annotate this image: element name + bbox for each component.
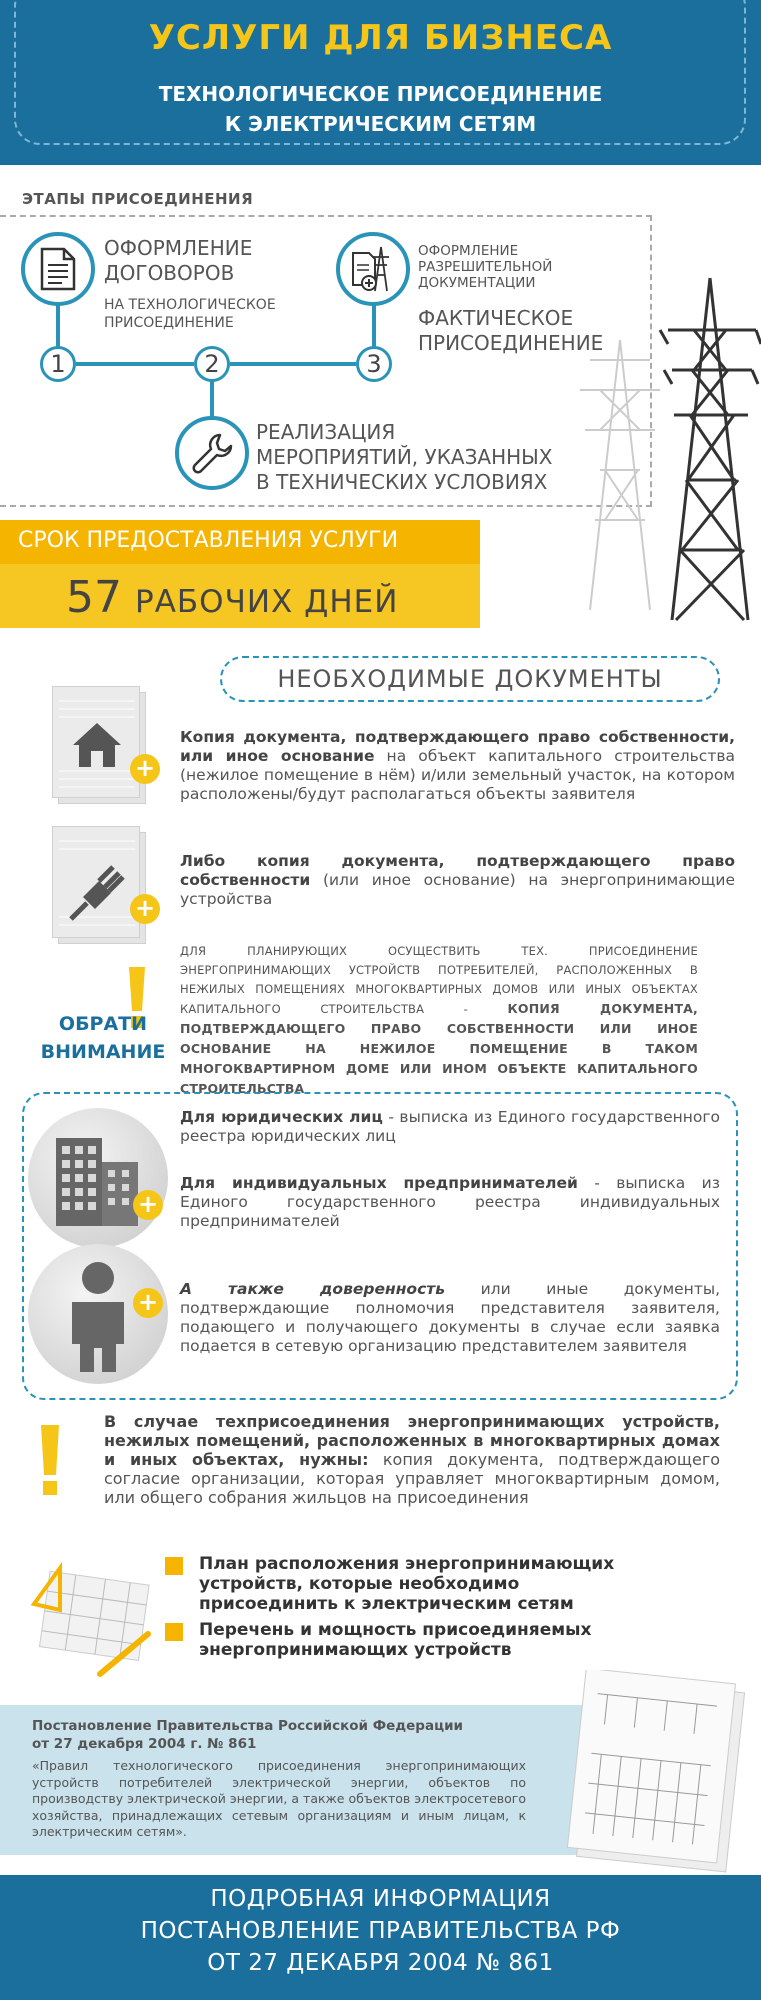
page-subtitle-line1: ТЕХНОЛОГИЧЕСКОЕ ПРИСОЕДИНЕНИЕ	[158, 82, 603, 106]
doc2-icon	[52, 826, 156, 946]
stage2-title-line3: В ТЕХНИЧЕСКИХ УСЛОВИЯХ	[256, 470, 548, 494]
bullet-square	[165, 1557, 183, 1575]
legal-entity-text	[180, 1108, 720, 1146]
page-subtitle-line2: К ЭЛЕКТРИЧЕСКИМ СЕТЯМ	[224, 112, 537, 136]
plus-icon: +	[130, 754, 160, 784]
stage3-title-line1: ФАКТИЧЕСКОЕ	[418, 306, 574, 330]
stage1-title	[104, 236, 252, 286]
stage-connector-3	[372, 300, 376, 348]
plan-item	[165, 1620, 625, 1660]
doc1-icon	[52, 686, 156, 806]
proxy-text	[180, 1280, 720, 1356]
attention-note-bold: КОПИЯ ДОКУМЕНТА, ПОДТВЕРЖДАЮЩЕГО ПРАВО СОБСТВЕННОСТИ ИЛИ ИНОЕ ОСНОВАНИЕ НА НЕЖИЛОЕ ПОМЕЩЕНИЕ В ТАКОМ МНОГОКВАРТИРНОМ ДОМЕ ИЛИ ИНОМ ОБЪЕКТЕ КАПИТАЛЬНОГО СТРОИТЕЛЬСТВА	[180, 1001, 698, 1096]
doc1-rest: на объект капитального строительства (нежилое помещение в нём) и/или земельный участок, на котором расположены/будут располагаться объекты заявителя	[180, 747, 735, 803]
law-text: «Правил технологического присоединения энергопринимающих устройств потребителей электрической энергии, объектов по производству электрической энергии, а также объектов электросетевого хозяйства, принадлежащих сетевым организациям и иным лицам, к электрическим сетям».	[32, 1758, 526, 1839]
sheet-front	[52, 686, 140, 798]
exclamation-icon	[40, 1425, 60, 1495]
doc2-bold: Либо копия документа, подтверждающего право собственности	[180, 852, 735, 889]
power-tower-document-icon	[351, 245, 395, 293]
footer-line1: ПОДРОБНАЯ ИНФОРМАЦИЯ	[210, 1886, 551, 1912]
plus-icon: +	[133, 1190, 163, 1220]
stage-connector-2-3	[230, 362, 356, 366]
power-tower-illustration	[560, 270, 761, 630]
stage2-title-line1: РЕАЛИЗАЦИЯ	[256, 420, 396, 444]
documents-heading: НЕОБХОДИМЫЕ ДОКУМЕНТЫ	[220, 656, 720, 702]
schematic-document-icon	[560, 1670, 750, 1875]
stage1-subtitle	[104, 296, 276, 332]
stage3-subtitle	[418, 243, 552, 291]
stage1-title-line1: ОФОРМЛЕНИЕ	[104, 236, 253, 260]
plan-item	[165, 1554, 625, 1614]
apartment-note-bold: В случае техприсоединения энергопринимающих устройств, нежилых помещений, расположенных в многоквартирных домах и иных объектах, нужны:	[104, 1412, 720, 1469]
attention-note	[180, 942, 698, 1099]
proxy-bold: А также доверенность	[180, 1280, 446, 1298]
document-icon	[40, 247, 76, 291]
deadline-unit: РАБОЧИХ ДНЕЙ	[135, 584, 399, 620]
plan-item-label: План расположения энергопринимающих устройств, которые необходимо присоединить к электрическим сетям	[199, 1554, 615, 1614]
stage2-title-line2: МЕРОПРИЯТИЙ, УКАЗАННЫХ	[256, 445, 553, 469]
proxy-rest: или иные документы, подтверждающие полномочия представителя заявителя, подающего и получающего документы в случае если заявка подается в сетевую организацию представителем заявителя	[180, 1280, 721, 1355]
sheet-front	[52, 826, 140, 938]
doc2-rest: (или иное основание) на энергопринимающие устройства	[180, 871, 735, 908]
stage-connector-2	[210, 380, 214, 420]
doc1-bold: Копия документа, подтверждающего право собственности, или иное основание	[180, 728, 735, 765]
stage2-icon-circle	[175, 416, 249, 490]
stage3-number: 3	[356, 346, 392, 382]
stage1-sub-line2: ПРИСОЕДИНЕНИЕ	[104, 315, 234, 331]
deadline-value-bar	[0, 564, 480, 628]
footer-banner	[0, 1875, 761, 2000]
footer-line3: ОТ 27 ДЕКАБРЯ 2004 № 861	[207, 1950, 554, 1976]
house-icon	[53, 687, 141, 799]
law-title-line2: от 27 декабря 2004 г. № 861	[32, 1736, 257, 1752]
attention-line2: ВНИМАНИЕ	[40, 1041, 166, 1063]
stage2-number: 2	[194, 346, 230, 382]
doc1-text	[180, 728, 735, 804]
plus-icon: +	[133, 1288, 163, 1318]
wrench-icon	[190, 431, 234, 475]
stage1-title-line2: ДОГОВОРОВ	[104, 261, 235, 285]
stage1-number: 1	[40, 346, 76, 382]
ip-text	[180, 1174, 720, 1231]
stage3-icon-circle	[336, 232, 410, 306]
building-icon	[28, 1108, 168, 1248]
plug-icon	[53, 827, 141, 939]
plus-icon: +	[130, 894, 160, 924]
stage1-sub-line1: НА ТЕХНОЛОГИЧЕСКОЕ	[104, 297, 276, 313]
bullet-square	[165, 1623, 183, 1641]
plans-list	[165, 1554, 625, 1660]
legal-bold: Для юридических лиц	[180, 1108, 383, 1126]
ip-rest: - выписка из Единого государственного реестра индивидуальных предпринимателей	[180, 1174, 720, 1230]
law-title	[32, 1717, 502, 1753]
ip-bold: Для индивидуальных предпринимателей	[180, 1174, 578, 1192]
stage3-sub-line2: РАЗРЕШИТЕЛЬНОЙ	[418, 259, 553, 275]
stage3-sub-line1: ОФОРМЛЕНИЕ	[418, 243, 519, 259]
plan-item-label: Перечень и мощность присоединяемых энергопринимающих устройств	[199, 1620, 592, 1660]
page-title: УСЛУГИ ДЛЯ БИЗНЕСА	[148, 18, 613, 58]
building-circle	[28, 1108, 168, 1248]
footer-line2: ПОСТАНОВЛЕНИЕ ПРАВИТЕЛЬСТВА РФ	[140, 1918, 621, 1944]
stage3-sub-line3: ДОКУМЕНТАЦИИ	[418, 275, 536, 291]
stage-connector-1-2	[76, 362, 194, 366]
apartment-note-rest: копия документа, подтверждающего согласие организации, которая управляет многоквартирным домом, или общего собрания жильцов на присоединения	[104, 1450, 721, 1507]
deadline-banner	[0, 520, 480, 628]
attention-label	[38, 1010, 168, 1066]
blueprint-icon	[30, 1558, 160, 1683]
doc2-text	[180, 852, 735, 909]
deadline-label: СРОК ПРЕДОСТАВЛЕНИЯ УСЛУГИ	[0, 520, 480, 564]
stages-label: ЭТАПЫ ПРИСОЕДИНЕНИЯ	[22, 190, 254, 208]
attention-note-plain: ДЛЯ ПЛАНИРУЮЩИХ ОСУЩЕСТВИТЬ ТЕХ. ПРИСОЕДИНЕНИЕ ЭНЕРГОПРИНИМАЮЩИХ УСТРОЙСТВ ПОТРЕБИТЕЛЕЙ, РАСПОЛОЖЕННЫХ В НЕЖИЛЫХ ПОМЕЩЕНИЯХ МНОГОКВАРТИРНЫХ ДОМОВ ИЛИ ИНЫХ ОБЪЕКТАХ КАПИТАЛЬНОГО СТРОИТЕЛЬСТВА -	[180, 944, 698, 1016]
law-title-line1: Постановление Правительства Российской Федерации	[32, 1718, 463, 1734]
legal-rest: - выписка из Единого государственного реестра юридических лиц	[180, 1108, 720, 1145]
deadline-number: 57	[66, 572, 122, 623]
stage1-icon-circle	[21, 232, 95, 306]
stage2-title	[256, 420, 553, 495]
attention-line1: ОБРАТИ	[58, 1013, 148, 1035]
apartment-note	[104, 1412, 720, 1507]
stage3-title-line2: ПРИСОЕДИНЕНИЕ	[418, 331, 604, 355]
